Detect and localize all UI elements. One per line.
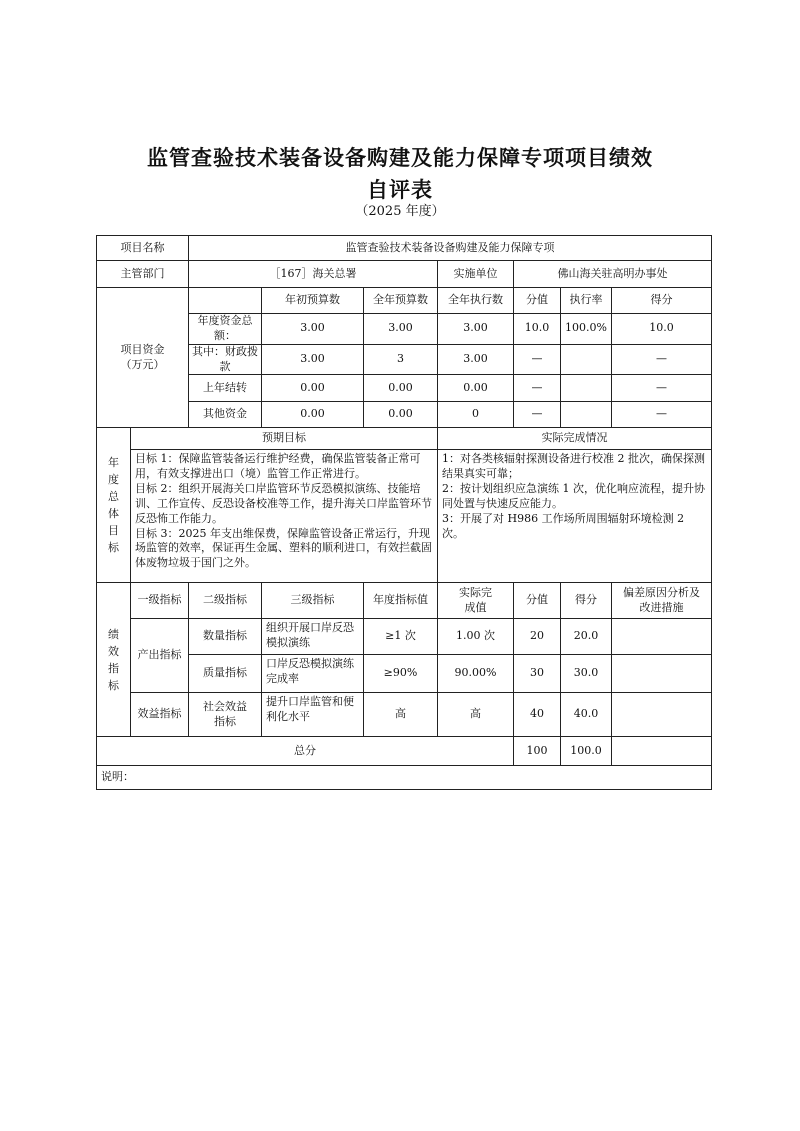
funds-cell: 0.00: [364, 375, 438, 402]
funds-header-6: 得分: [612, 288, 712, 314]
funds-cell: —: [612, 344, 712, 375]
funds-cell: 3.00: [438, 344, 514, 375]
funds-cell: 3.00: [262, 314, 364, 345]
funds-cell: —: [612, 375, 712, 402]
perf-target: 高: [364, 693, 438, 737]
note-label: 说明：: [97, 766, 712, 790]
perf-level2: 社会效益 指标: [189, 693, 262, 737]
funds-header-5: 执行率: [561, 288, 612, 314]
funds-header-3: 全年执行数: [438, 288, 514, 314]
perf-level3: 组织开展口岸反恐模拟演练: [262, 619, 364, 655]
funds-row-label: 年度资金总额：: [189, 314, 262, 345]
funds-cell: —: [514, 402, 561, 428]
funds-cell: 0.00: [438, 375, 514, 402]
perf-label: 绩 效 指 标: [97, 583, 131, 737]
perf-score-value: 30: [514, 655, 561, 693]
funds-header-4: 分值: [514, 288, 561, 314]
doc-title-line1: 监管查验技术装备设备购建及能力保障专项项目绩效: [147, 145, 653, 170]
perf-level2: 数量指标: [189, 619, 262, 655]
impl-value: 佛山海关驻高明办事处: [514, 261, 712, 288]
perf-score-value: 40: [514, 693, 561, 737]
perf-header-score: 得分: [561, 583, 612, 619]
funds-cell: 0: [438, 402, 514, 428]
doc-year: （2025 年度）: [355, 204, 445, 219]
funds-header-1: 年初预算数: [262, 288, 364, 314]
perf-level3: 提升口岸监管和便利化水平: [262, 693, 364, 737]
funds-header-blank: [189, 288, 262, 314]
perf-header-level1: 一级指标: [131, 583, 189, 619]
doc-title-line2: 自评表: [367, 177, 433, 202]
funds-row-label: 其中：财政拨款: [189, 344, 262, 375]
perf-header-score-value: 分值: [514, 583, 561, 619]
perf-score: 40.0: [561, 693, 612, 737]
expected-goal-header: 预期目标: [131, 428, 438, 450]
funds-cell: —: [514, 344, 561, 375]
perf-header-reason: 偏差原因分析及 改进措施: [612, 583, 712, 619]
funds-cell: 10.0: [514, 314, 561, 345]
perf-header-level3: 三级指标: [262, 583, 364, 619]
funds-cell: [561, 344, 612, 375]
actual-result-text: 1：对各类核辐射探测设备进行校准 2 批次，确保探测结果真实可靠； 2：按计划组织应急演练 1 次，优化响应流程，提升协同处置与快速反应能力。 3：开展了对 H986 工作场所周围辐射环境检测 2 次。: [438, 450, 712, 583]
dept-label: 主管部门: [97, 261, 189, 288]
funds-row-label: 上年结转: [189, 375, 262, 402]
perf-reason: [612, 655, 712, 693]
funds-cell: [561, 375, 612, 402]
funds-cell: —: [514, 375, 561, 402]
dept-value: ［167］海关总署: [189, 261, 438, 288]
perf-reason: [612, 619, 712, 655]
perf-score-value: 20: [514, 619, 561, 655]
perf-actual: 90.00%: [438, 655, 514, 693]
impl-label: 实施单位: [438, 261, 514, 288]
perf-actual: 高: [438, 693, 514, 737]
perf-header-target: 年度指标值: [364, 583, 438, 619]
evaluation-table: [96, 235, 712, 790]
perf-actual: 1.00 次: [438, 619, 514, 655]
actual-result-header: 实际完成情况: [438, 428, 712, 450]
funds-cell: 0.00: [262, 402, 364, 428]
total-label: 总分: [97, 737, 514, 766]
total-score-value: 100: [514, 737, 561, 766]
total-reason: [612, 737, 712, 766]
perf-score: 30.0: [561, 655, 612, 693]
funds-cell: 3.00: [438, 314, 514, 345]
funds-row-label: 其他资金: [189, 402, 262, 428]
funds-cell: [561, 402, 612, 428]
funds-cell: 3: [364, 344, 438, 375]
perf-header-level2: 二级指标: [189, 583, 262, 619]
funds-header-2: 全年预算数: [364, 288, 438, 314]
funds-cell: 3.00: [364, 314, 438, 345]
project-name-label: 项目名称: [97, 236, 189, 261]
perf-header-actual: 实际完 成值: [438, 583, 514, 619]
project-name: 监管查验技术装备设备购建及能力保障专项: [189, 236, 712, 261]
funds-label: 项目资金 （万元）: [97, 288, 189, 428]
goals-label: 年 度 总 体 目 标: [97, 428, 131, 583]
perf-reason: [612, 693, 712, 737]
perf-target: ≥90%: [364, 655, 438, 693]
funds-cell: 0.00: [262, 375, 364, 402]
funds-cell: 0.00: [364, 402, 438, 428]
funds-cell: 100.0%: [561, 314, 612, 345]
funds-cell: 10.0: [612, 314, 712, 345]
funds-cell: —: [612, 402, 712, 428]
perf-level3: 口岸反恐模拟演练完成率: [262, 655, 364, 693]
expected-goal-text: 目标 1：保障监管装备运行维护经费，确保监管装备正常可用，有效支撑进出口（境）监管工作正常进行。 目标 2：组织开展海关口岸监管环节反恐模拟演练、技能培训、工作宣传、反恐设备校准等工作，提升海关口岸监管环节反恐怖工作能力。 目标 3：2025 年支出维保费，保障监管设备正常运行，升现场监管的效率，保证再生金属、塑料的顺利进口，有效拦截固体废物垃圾于国门之外。: [131, 450, 438, 583]
perf-level1: 效益指标: [131, 693, 189, 737]
perf-level2: 质量指标: [189, 655, 262, 693]
perf-target: ≥1 次: [364, 619, 438, 655]
funds-cell: 3.00: [262, 344, 364, 375]
total-score: 100.0: [561, 737, 612, 766]
perf-level1: 产出指标: [131, 619, 189, 693]
perf-score: 20.0: [561, 619, 612, 655]
